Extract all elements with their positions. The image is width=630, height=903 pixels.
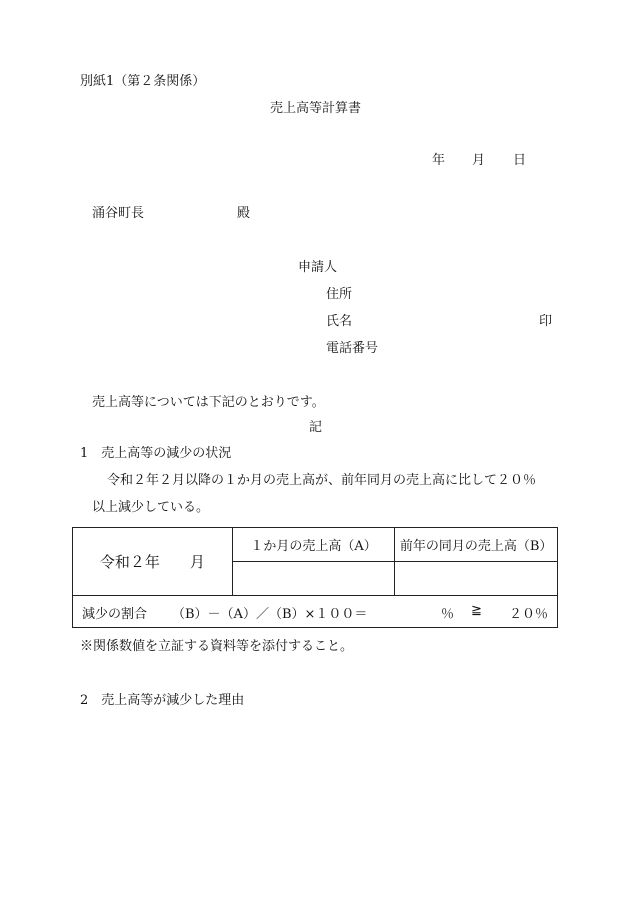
name-label: 氏名 <box>326 314 353 329</box>
ratio-label: 減少の割合 <box>82 607 148 622</box>
document-title: 売上高等計算書 <box>270 101 362 116</box>
threshold-value: ２０％ <box>509 607 549 622</box>
ratio-formula: （B）－（A）／（B）×１００＝ <box>172 607 368 622</box>
honorific: 殿 <box>237 206 251 221</box>
sales-calculation-table <box>72 527 558 628</box>
reduction-ratio-row <box>73 596 558 628</box>
prior-year-sales-header: 前年の同月の売上高（B） <box>395 528 558 562</box>
target-month-cell <box>73 528 233 596</box>
monthly-sales-header: １か月の売上高（A） <box>232 528 395 562</box>
address-label: 住所 <box>326 287 353 302</box>
prior-year-sales-input[interactable] <box>395 562 558 596</box>
intro-sentence: 売上高等については下記のとおりです。 <box>92 395 325 410</box>
section2-title: 2 売上高等が減少した理由 <box>80 693 245 708</box>
applicant-label: 申請人 <box>298 260 338 275</box>
note-heading: 記 <box>309 420 323 435</box>
percent-sign: ％ <box>441 607 455 622</box>
date-month-label: 月 <box>472 153 486 168</box>
attachment-note: ※関係数値を立証する資料等を添付すること。 <box>80 639 354 654</box>
section1-line1: 令和２年２月以降の１か月の売上高が、前年同月の売上高に比して２０％ <box>107 473 537 488</box>
section1-title: 1 売上高等の減少の状況 <box>80 446 232 461</box>
date-day-label: 日 <box>513 153 527 168</box>
phone-label: 電話番号 <box>326 341 379 356</box>
monthly-sales-input[interactable] <box>232 562 395 596</box>
addressee: 涌谷町長 <box>92 206 145 221</box>
target-month-label: 令和２年 月 <box>99 553 205 571</box>
gte-sign: ≧ <box>471 603 482 618</box>
annex-label: 別紙1（第２条関係） <box>80 74 206 89</box>
section1-line2: 以上減少している。 <box>92 500 210 515</box>
date-year-label: 年 <box>432 153 446 168</box>
seal-label: 印 <box>539 314 553 329</box>
